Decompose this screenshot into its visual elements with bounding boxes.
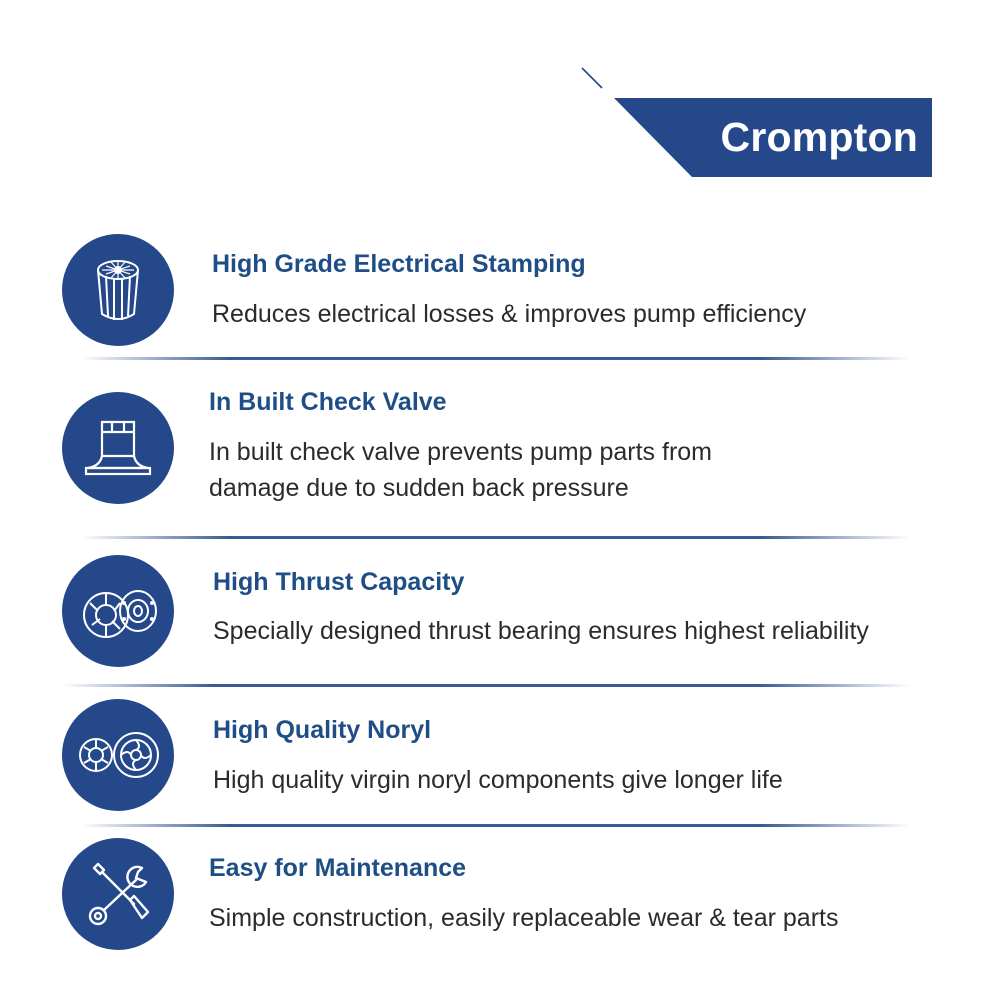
section-divider [62,684,910,687]
electrical-stamping-icon [62,234,174,346]
section-divider [80,824,910,827]
feature-description-line-2: damage due to sudden back pressure [209,474,629,502]
feature-description: High quality virgin noryl components give longer life [213,766,783,794]
feature-title: In Built Check Valve [209,388,447,416]
feature-description: Simple construction, easily replaceable wear & tear parts [209,904,839,932]
feature-title: High Quality Noryl [213,716,432,744]
feature-description-line-1: In built check valve prevents pump parts from [209,438,713,466]
section-divider [80,536,910,539]
check-valve-icon [62,392,174,504]
section-divider [80,357,910,360]
brand-logo-banner [614,98,932,177]
wrench-screwdriver-icon [62,838,174,950]
feature-title: High Thrust Capacity [213,568,465,596]
brand-logo-text: Crompton [720,114,918,160]
feature-description: Specially designed thrust bearing ensures highest reliability [213,617,869,645]
thrust-bearing-icon [62,555,174,667]
noryl-impeller-icon [62,699,174,811]
feature-title: Easy for Maintenance [209,854,467,882]
feature-title: High Grade Electrical Stamping [212,250,586,278]
feature-description: Reduces electrical losses & improves pump efficiency [212,300,807,328]
brand-accent-line [580,66,612,92]
